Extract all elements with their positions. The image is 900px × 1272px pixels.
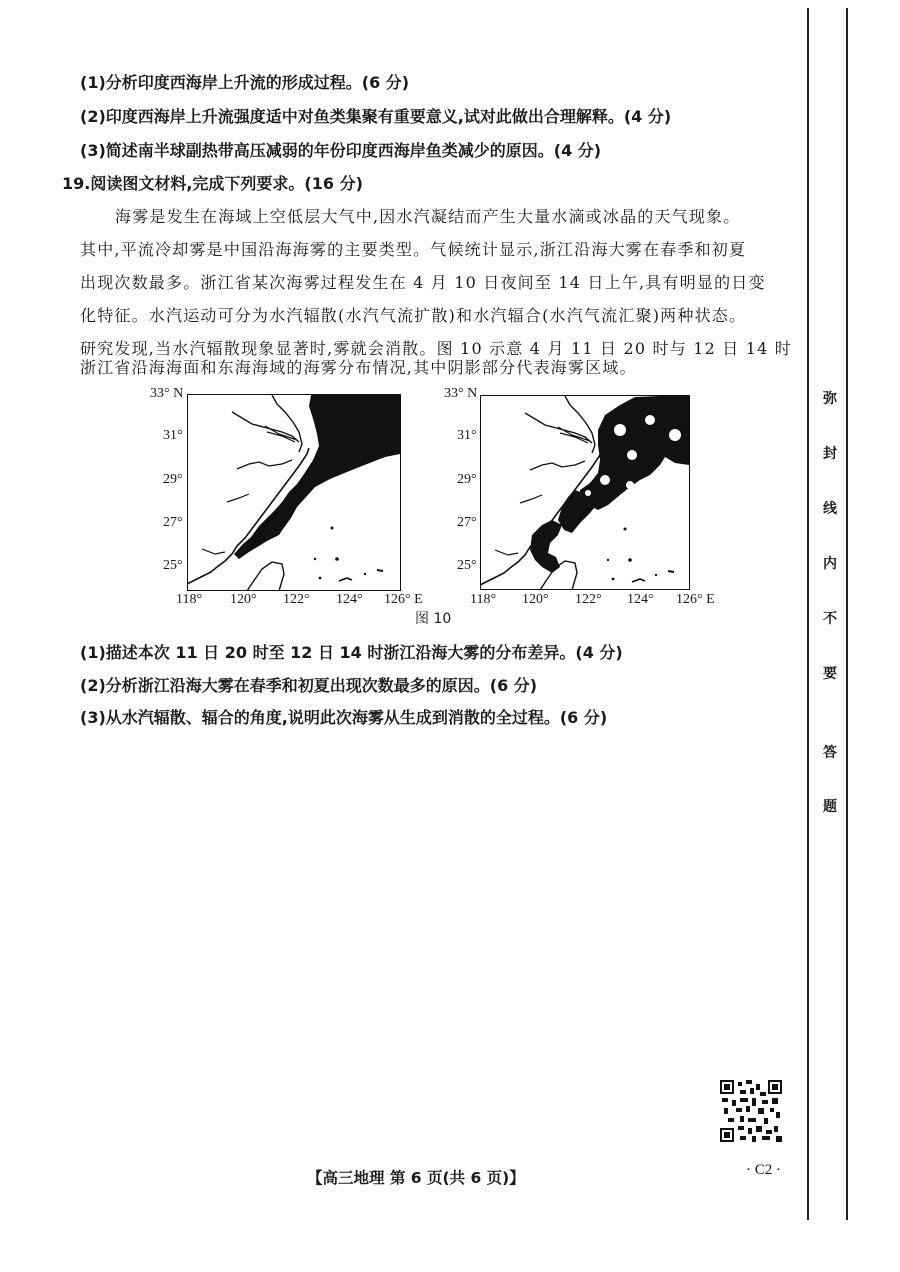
map1-lon-tick: 126° E <box>384 592 423 607</box>
q19-subquestion-1: (1)描述本次 11 日 20 时至 12 日 14 时浙江沿海大雾的分布差异。(4 分) <box>80 643 623 662</box>
map1-lon-tick: 120° <box>230 592 257 607</box>
prev-subquestion-1: (1)分析印度西海岸上升流的形成过程。(6 分) <box>80 73 410 92</box>
seal-char: 要 <box>823 666 837 682</box>
seal-char: 弥 <box>823 391 837 407</box>
map2-lon-tick: 122° <box>575 592 602 607</box>
map2-lat-tick: 25° <box>457 558 477 573</box>
material-line: 出现次数最多。浙江省某次海雾过程发生在 4 月 10 日夜间至 14 日上午,具有明显的日变 <box>80 273 766 292</box>
fog-map-11th-20h-svg <box>187 394 401 591</box>
seal-char: 答 <box>823 745 837 761</box>
material-line: 研究发现,当水汽辐散现象显著时,雾就会消散。图 10 示意 4 月 11 日 20 时与 12 日 14 时 <box>80 339 792 358</box>
seal-char: 线 <box>823 501 837 517</box>
seal-char: 题 <box>823 799 837 815</box>
figure-caption: 图 10 <box>415 611 452 627</box>
material-line: 化特征。水汽运动可分为水汽辐散(水汽气流扩散)和水汽辐合(水汽气流汇聚)两种状态。 <box>80 306 747 325</box>
material-line: 海雾是发生在海域上空低层大气中,因水汽凝结而产生大量水滴或冰晶的天气现象。 <box>115 207 741 226</box>
map2-lon-tick: 126° E <box>676 592 715 607</box>
map2-lon-tick: 118° <box>470 592 497 607</box>
seal-char: 不 <box>823 611 837 627</box>
map1-lat-tick: 33° N <box>150 386 184 401</box>
map1-lat-tick: 27° <box>163 515 183 530</box>
fog-map-11th-20h <box>187 394 401 591</box>
map2-lon-tick: 124° <box>627 592 654 607</box>
map2-lat-tick: 31° <box>457 428 477 443</box>
map2-lat-tick: 27° <box>457 515 477 530</box>
map1-lat-tick: 25° <box>163 558 183 573</box>
prev-subquestion-2: (2)印度西海岸上升流强度适中对鱼类集聚有重要意义,试对此做出合理解释。(4 分) <box>80 107 672 126</box>
map1-lon-tick: 124° <box>336 592 363 607</box>
fog-map-12th-14h-svg <box>480 395 690 590</box>
map2-lat-tick: 29° <box>457 472 477 487</box>
q19-subquestion-3: (3)从水汽辐散、辐合的角度,说明此次海雾从生成到消散的全过程。(6 分) <box>80 708 608 727</box>
binding-line-right <box>846 8 848 1220</box>
fog-map-12th-14h <box>480 395 690 590</box>
qr-code-icon[interactable] <box>720 1080 782 1142</box>
question-19-heading: 19.阅读图文材料,完成下列要求。(16 分) <box>62 174 363 193</box>
map1-lon-tick: 122° <box>283 592 310 607</box>
map1-lat-tick: 29° <box>163 472 183 487</box>
page-footer: 【高三地理 第 6 页(共 6 页)】 <box>307 1169 525 1187</box>
binding-line-left <box>807 8 809 1220</box>
map1-lon-tick: 118° <box>176 592 203 607</box>
seal-char: 封 <box>823 446 837 462</box>
map2-lon-tick: 120° <box>522 592 549 607</box>
q19-subquestion-2: (2)分析浙江沿海大雾在春季和初夏出现次数最多的原因。(6 分) <box>80 676 538 695</box>
material-line: 其中,平流冷却雾是中国沿海海雾的主要类型。气候统计显示,浙江沿海大雾在春季和初夏 <box>80 240 747 259</box>
map1-lat-tick: 31° <box>163 428 183 443</box>
material-line: 浙江省沿海海面和东海海域的海雾分布情况,其中阴影部分代表海雾区域。 <box>80 358 637 377</box>
map2-lat-tick: 33° N <box>444 386 478 401</box>
seal-char: 内 <box>823 556 837 572</box>
paper-code: · C2 · <box>746 1162 781 1178</box>
prev-subquestion-3: (3)简述南半球副热带高压减弱的年份印度西海岸鱼类减少的原因。(4 分) <box>80 141 602 160</box>
